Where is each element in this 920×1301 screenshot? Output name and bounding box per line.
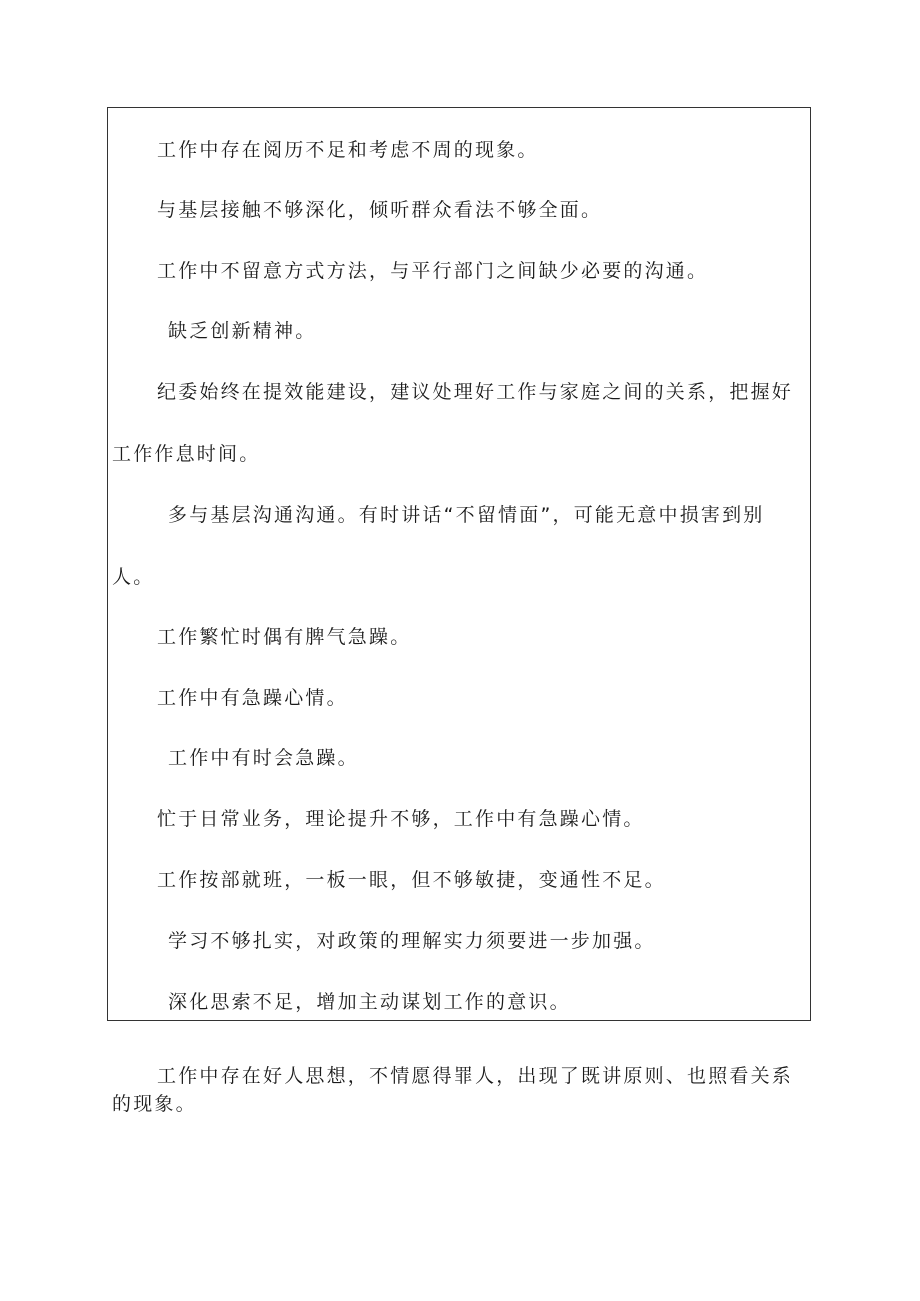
text-line-9: 工作繁忙时偶有脾气急躁。	[157, 626, 412, 648]
text-line-4: 缺乏创新精神。	[168, 320, 317, 342]
text-line-10: 工作中有急躁心情。	[157, 687, 348, 709]
text-line-8: 人。	[112, 566, 155, 588]
text-line-7: 多与基层沟通沟通。有时讲话“不留情面”，可能无意中损害到别	[168, 504, 765, 526]
after-table-paragraph	[112, 1062, 812, 1118]
after-table-paragraph-text: 工作中存在好人思想，不情愿得罪人，出现了既讲原则、也照看关系的现象。	[112, 1065, 794, 1115]
text-line-14: 学习不够扎实，对政策的理解实力须要进一步加强。	[168, 930, 656, 952]
text-line-1: 工作中存在阅历不足和考虑不周的现象。	[157, 139, 539, 161]
text-line-12: 忙于日常业务，理论提升不够，工作中有急躁心情。	[157, 808, 645, 830]
text-line-3: 工作中不留意方式方法，与平行部门之间缺少必要的沟通。	[157, 260, 709, 282]
text-line-2: 与基层接触不够深化，倾听群众看法不够全面。	[157, 199, 603, 221]
text-line-13: 工作按部就班，一板一眼，但不够敏捷，变通性不足。	[157, 869, 666, 891]
text-line-11: 工作中有时会急躁。	[168, 747, 359, 769]
text-line-6: 工作作息时间。	[112, 443, 261, 465]
text-line-5: 纪委始终在提效能建设，建议处理好工作与家庭之间的关系，把握好	[157, 381, 794, 403]
text-line-15: 深化思索不足，增加主动谋划工作的意识。	[168, 991, 571, 1013]
